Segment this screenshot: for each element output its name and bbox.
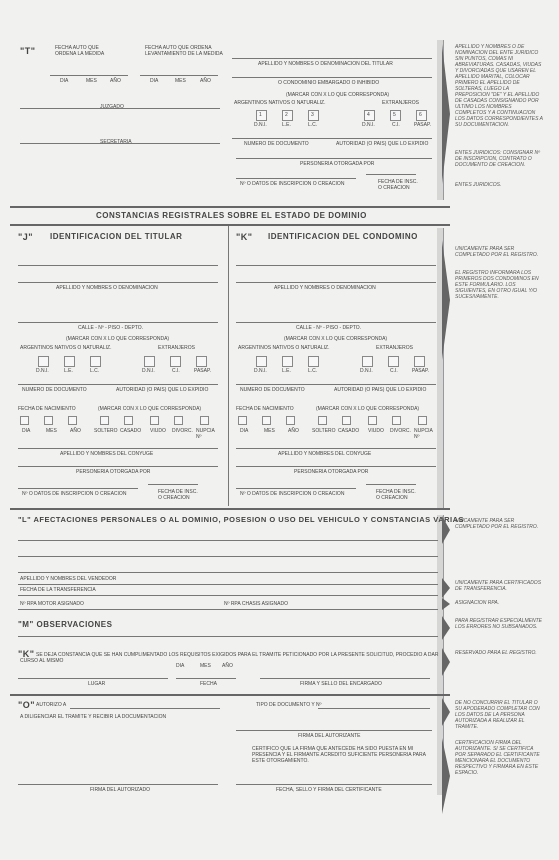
checkbox-dni-ext[interactable] [144,356,155,367]
doc-type-label: PASAP. [194,368,212,374]
juzgado-label: JUZGADO [100,104,124,110]
doc-type-label: L.E. [282,122,291,128]
doc-type-label: L.E. [64,368,73,374]
checkbox-dni-ext[interactable] [362,356,373,367]
checkbox-dia[interactable] [20,416,29,425]
extranjeros-label: EXTRANJEROS [158,345,195,351]
firma-autorizante-label: FIRMA DEL AUTORIZANTE [298,733,361,739]
condominio-label: O CONDOMINIO EMBARGADO O INHIBIDO [278,80,380,86]
checkbox-divorc[interactable] [174,416,183,425]
extranjeros-label: EXTRANJEROS [376,345,413,351]
civil-label: SOLTERO [94,428,118,434]
mes-label: MES [200,663,211,669]
ano-label: AÑO [288,428,299,434]
lugar-line[interactable] [18,678,168,679]
conyuge-label: APELLIDO Y NOMBRES DEL CONYUGE [60,451,154,457]
civil-label: VIUDO [150,428,166,434]
dia-label: DIA [60,78,69,84]
section-k2-letter: "K" [18,649,35,659]
arrow-icon [442,738,450,814]
fecha-label: FECHA [200,681,217,687]
dia-label: DIA [240,428,249,434]
checkbox-ci[interactable] [388,356,399,367]
calle-label: CALLE - Nº - PISO - DEPTO. [296,325,362,331]
inscripcion-label: Nº O DATOS DE INSCRIPCION O CREACION [240,491,345,497]
numero-doc-label: NUMERO DE DOCUMENTO [240,387,305,393]
firma-encargado-line[interactable] [260,678,430,679]
argentinos-label: ARGENTINOS NATIVOS O NATURALIZ. [238,345,330,351]
doc-type-label: C.I. [390,368,398,374]
ano-label: AÑO [70,428,81,434]
checkbox-ano[interactable] [286,416,295,425]
checkbox-mes[interactable] [262,416,271,425]
doc-type-label: L.C. [90,368,100,374]
doc-type-label: D.N.I. [254,368,267,374]
checkbox-le[interactable] [64,356,75,367]
personeria-label: PERSONERIA OTORGADA POR [294,469,369,475]
checkbox-dni[interactable]: 1 [256,110,267,121]
firma-autorizado-label: FIRMA DEL AUTORIZADO [90,787,151,793]
civil-label: CASADO [120,428,142,434]
doc-type-label: D.N.I. [142,368,155,374]
apellido-label: APELLIDO Y NOMBRES O DENOMINACION [56,285,158,291]
ano-label: AÑO [222,663,233,669]
checkbox-soltero[interactable] [100,416,109,425]
autorizo-label: AUTORIZO A [36,702,67,708]
ano-label: AÑO [110,78,121,84]
checkbox-ci[interactable] [170,356,181,367]
side-note: CERTIFICACION FIRMA DEL AUTORIZANTE. SI SE CERTIFICA POR SEPARADO EL CERTIFICANTE MENCIONARA EL DOCUMENTO RESPECTIVO Y FIRMARA EN ESTE ESPACIO. [455,740,540,776]
fecha-nac-label: FECHA DE NACIMIENTO [18,406,76,412]
section-t-letter: "T" [20,46,36,56]
tipo-doc-line[interactable] [318,708,430,709]
side-note: APELLIDO Y NOMBRES O DE NOMINACION DEL ENTE JURIDICO SIN PUNTOS, COMAS NI ABREVIATURAS. CASADAS, VIUDAS Y DIVORCIADAS QUE USAREN EL APELLIDO MARITAL, COLOCAR PRIMERO EL APELLIDO DE SOLTERAS, LUEGO LA PREPOSICION "DE" Y EL APELLIDO DE CASADAS CONSIGNANDO POR ULTIMO LOS NOMBRES COMPLETOS Y A CONTINUACION LOS DATOS CORRESPONDIENTES A SU DOCUMENTACION. [455,44,543,128]
autoridad-label: AUTORIDAD (O PAIS) QUE LO EXPIDIO [116,387,209,393]
extranjeros-label: EXTRANJEROS [382,100,419,106]
doc-type-label: C.I. [172,368,180,374]
checkbox-casado[interactable] [124,416,133,425]
marcar-label: (MARCAR CON X LO QUE CORRESPONDA) [98,406,202,412]
autoridad-label: AUTORIDAD (O PAIS) QUE LO EXPIDIO [336,141,429,147]
marcar-label: (MARCAR CON X LO QUE CORRESPONDA) [284,336,388,342]
checkbox-le[interactable]: 2 [282,110,293,121]
dia-label: DIA [150,78,159,84]
section-o-letter: "O" [18,700,36,710]
numero-doc-label: NUMERO DE DOCUMENTO [244,141,309,147]
checkbox-pasap[interactable] [414,356,425,367]
side-note: EL REGISTRO INFORMARA LOS PRIMEROS DOS CONDOMINOS EN ESTE FORMULARIO. LOS SIGUIENTES, EN OTRO IGUAL Y/O SUCESIVAMENTE. [455,270,539,300]
checkbox-lc[interactable]: 3 [308,110,319,121]
rpa-motor-label: Nº RPA MOTOR ASIGNADO [20,601,84,607]
checkbox-viudo[interactable] [368,416,377,425]
arrow-icon [442,598,450,610]
fecha-insc-label: FECHA DE INSC. O CREACION [378,179,418,191]
fecha-auto-ordena-label: FECHA AUTO QUE ORDENA LA MEDIDA [55,45,105,57]
checkbox-dni-ext[interactable]: 4 [364,110,375,121]
side-note: ASIGNACION RPA. [455,600,500,606]
side-note: UNICAMENTE PARA SER COMPLETADO POR EL REGISTRO. [455,518,539,530]
civil-label: NUPCIA Nº [414,428,433,440]
checkbox-viudo[interactable] [150,416,159,425]
titular-name-label: APELLIDO Y NOMBRES O DENOMINACION DEL TITULAR [258,61,393,67]
civil-label: VIUDO [368,428,384,434]
checkbox-dia[interactable] [238,416,247,425]
checkbox-dni[interactable] [38,356,49,367]
dia-label: DIA [176,663,185,669]
inscripcion-label: Nº O DATOS DE INSCRIPCION O CREACION [240,181,345,187]
checkbox-ano[interactable] [68,416,77,425]
constancias-heading: CONSTANCIAS REGISTRALES SOBRE EL ESTADO DE DOMINIO [96,211,367,220]
section-l-title: "L" AFECTACIONES PERSONALES O AL DOMINIO, POSESION O USO DEL VEHICULO Y CONSTANCIAS VARIAS [18,515,465,524]
arrow-icon [442,240,450,360]
argentinos-label: ARGENTINOS NATIVOS O NATURALIZ. [234,100,326,106]
mes-label: MES [46,428,57,434]
section-k-letter: "K" [236,232,253,242]
condomino-column [218,0,438,510]
dia-label: DIA [22,428,31,434]
side-note: PARA REGISTRAR ESPECIALMENTE LOS ERRORES NO SUBSANADOS. [455,618,542,630]
doc-type-label: D.N.I. [362,122,375,128]
fecha-transf-line[interactable] [18,595,438,596]
firma-autorizado-line[interactable] [18,784,218,785]
arrow-icon [442,44,450,184]
side-note: RESERVADO PARA EL REGISTRO. [455,650,537,656]
doc-type-label: PASAP. [412,368,430,374]
marcar-label: (MARCAR CON X LO QUE CORRESPONDA) [286,92,390,98]
arrow-icon [442,578,450,598]
conyuge-label: APELLIDO Y NOMBRES DEL CONYUGE [278,451,372,457]
doc-type-label: PASAP. [414,122,432,128]
firma-certificante-line[interactable] [236,784,432,785]
civil-label: SOLTERO [312,428,336,434]
personeria-label: PERSONERIA OTORGADA POR [76,469,151,475]
doc-type-label: D.N.I. [254,122,267,128]
doc-type-label: D.N.I. [360,368,373,374]
firma-autorizante-line[interactable] [236,730,432,731]
arrow-icon [442,516,450,544]
doc-type-label: L.E. [282,368,291,374]
doc-type-label: C.I. [392,122,400,128]
personeria-label: PERSONERIA OTORGADA POR [300,161,375,167]
fecha-transf-label: FECHA DE LA TRANSFERENCIA [20,587,96,593]
diligenciar-label: A DILIGENCIAR EL TRAMITE Y RECIBIR LA DOCUMENTACION [20,714,167,720]
fecha-line[interactable] [176,678,236,679]
checkbox-nupcia[interactable] [200,416,209,425]
arrow-icon [442,698,450,726]
side-note: DE NO CONCURRIR EL TITULAR O SU APODERADO COMPLETAR CON LOS DATOS DE LA PERSONA AUTORIZADA A REALIZAR EL TRAMITE. [455,700,540,730]
checkbox-nupcia[interactable] [418,416,427,425]
arrow-icon [442,648,450,676]
side-note: ENTES JURIDICOS: CONSIGNAR Nº DE INSCRIPCION, CONTRATO O DOCUMENTO DE CREACION. [455,150,540,168]
mes-label: MES [86,78,97,84]
firma-encargado-label: FIRMA Y SELLO DEL ENCARGADO [300,681,382,687]
side-note: ENTES JURIDICOS. [455,182,502,188]
vendedor-label: APELLIDO Y NOMBRES DEL VENDEDOR [20,576,117,582]
mes-label: MES [175,78,186,84]
checkbox-le[interactable] [282,356,293,367]
fecha-insc-label: FECHA DE INSC. O CREACION [376,489,416,501]
civil-label: DIVORC. [172,428,193,434]
autorizo-line[interactable] [70,708,220,709]
fecha-insc-label: FECHA DE INSC. O CREACION [158,489,198,501]
checkbox-pasap[interactable] [196,356,207,367]
section-m-title: "M" OBSERVACIONES [18,620,113,629]
rpa-chasis-label: Nº RPA CHASIS ASIGNADO [224,601,288,607]
civil-label: DIVORC. [390,428,411,434]
apellido-label: APELLIDO Y NOMBRES O DENOMINACION [274,285,376,291]
fecha-nac-label: FECHA DE NACIMIENTO [236,406,294,412]
lugar-label: LUGAR [88,681,106,687]
calle-label: CALLE - Nº - PISO - DEPTO. [78,325,144,331]
checkbox-lc[interactable] [90,356,101,367]
ano-label: AÑO [200,78,211,84]
cumplimentado-text: SE DEJA CONSTANCIA QUE SE HAN CUMPLIMENTADO LOS REQUISITOS EXIGIDOS PARA EL TRAMITE PETICIONADO POR LA PRESENTE SOLICITUD, PROCEDIO A DAR CURSO AL MISMO [20,652,439,664]
doc-type-label: L.C. [308,368,318,374]
checkbox-mes[interactable] [44,416,53,425]
doc-type-label: D.N.I. [36,368,49,374]
checkbox-casado[interactable] [342,416,351,425]
argentinos-label: ARGENTINOS NATIVOS O NATURALIZ. [20,345,112,351]
autoridad-label: AUTORIDAD (O PAIS) QUE LO EXPIDIO [334,387,427,393]
vendedor-line[interactable] [18,584,438,585]
civil-label: CASADO [338,428,360,434]
civil-label: NUPCIA Nº [196,428,215,440]
checkbox-soltero[interactable] [318,416,327,425]
certifico-text: CERTIFICO QUE LA FIRMA QUE ANTECEDE HA SIDO PUESTA EN MI PRESENCIA Y EL FIRMANTE ACREDITO SUFICIENTE PERSONERIA PARA ESTE OTORGAMIENTO. [252,746,426,764]
marcar-label: (MARCAR CON X LO QUE CORRESPONDA) [66,336,170,342]
checkbox-lc[interactable] [308,356,319,367]
side-note: UNICAMENTE PARA CERTIFICADOS DE TRANSFERENCIA. [455,580,542,592]
firma-certificante-label: FECHA, SELLO Y FIRMA DEL CERTIFICANTE [276,787,382,793]
section-j-title: IDENTIFICACION DEL TITULAR [50,232,183,241]
numero-doc-label: NUMERO DE DOCUMENTO [22,387,87,393]
inscripcion-label: Nº O DATOS DE INSCRIPCION O CREACION [22,491,127,497]
checkbox-divorc[interactable] [392,416,401,425]
tipo-doc-label: TIPO DE DOCUMENTO Y Nº [256,702,322,708]
checkbox-dni[interactable] [256,356,267,367]
arrow-icon [442,616,450,640]
secretaria-label: SECRETARIA [100,139,132,145]
section-k-title: IDENTIFICACION DEL CONDOMINO [268,232,418,241]
doc-type-label: L.C. [308,122,318,128]
mes-label: MES [264,428,275,434]
checkbox-pasap[interactable]: 6 [416,110,427,121]
checkbox-ci[interactable]: 5 [390,110,401,121]
fecha-auto-levanta-label: FECHA AUTO QUE ORDENA LEVANTAMIENTO DE LA MEDIDA [145,45,223,57]
side-note: UNICAMENTE PARA SER COMPLETADO POR EL REGISTRO. [455,246,539,258]
section-j-letter: "J" [18,232,34,242]
marcar-label: (MARCAR CON X LO QUE CORRESPONDA) [316,406,420,412]
